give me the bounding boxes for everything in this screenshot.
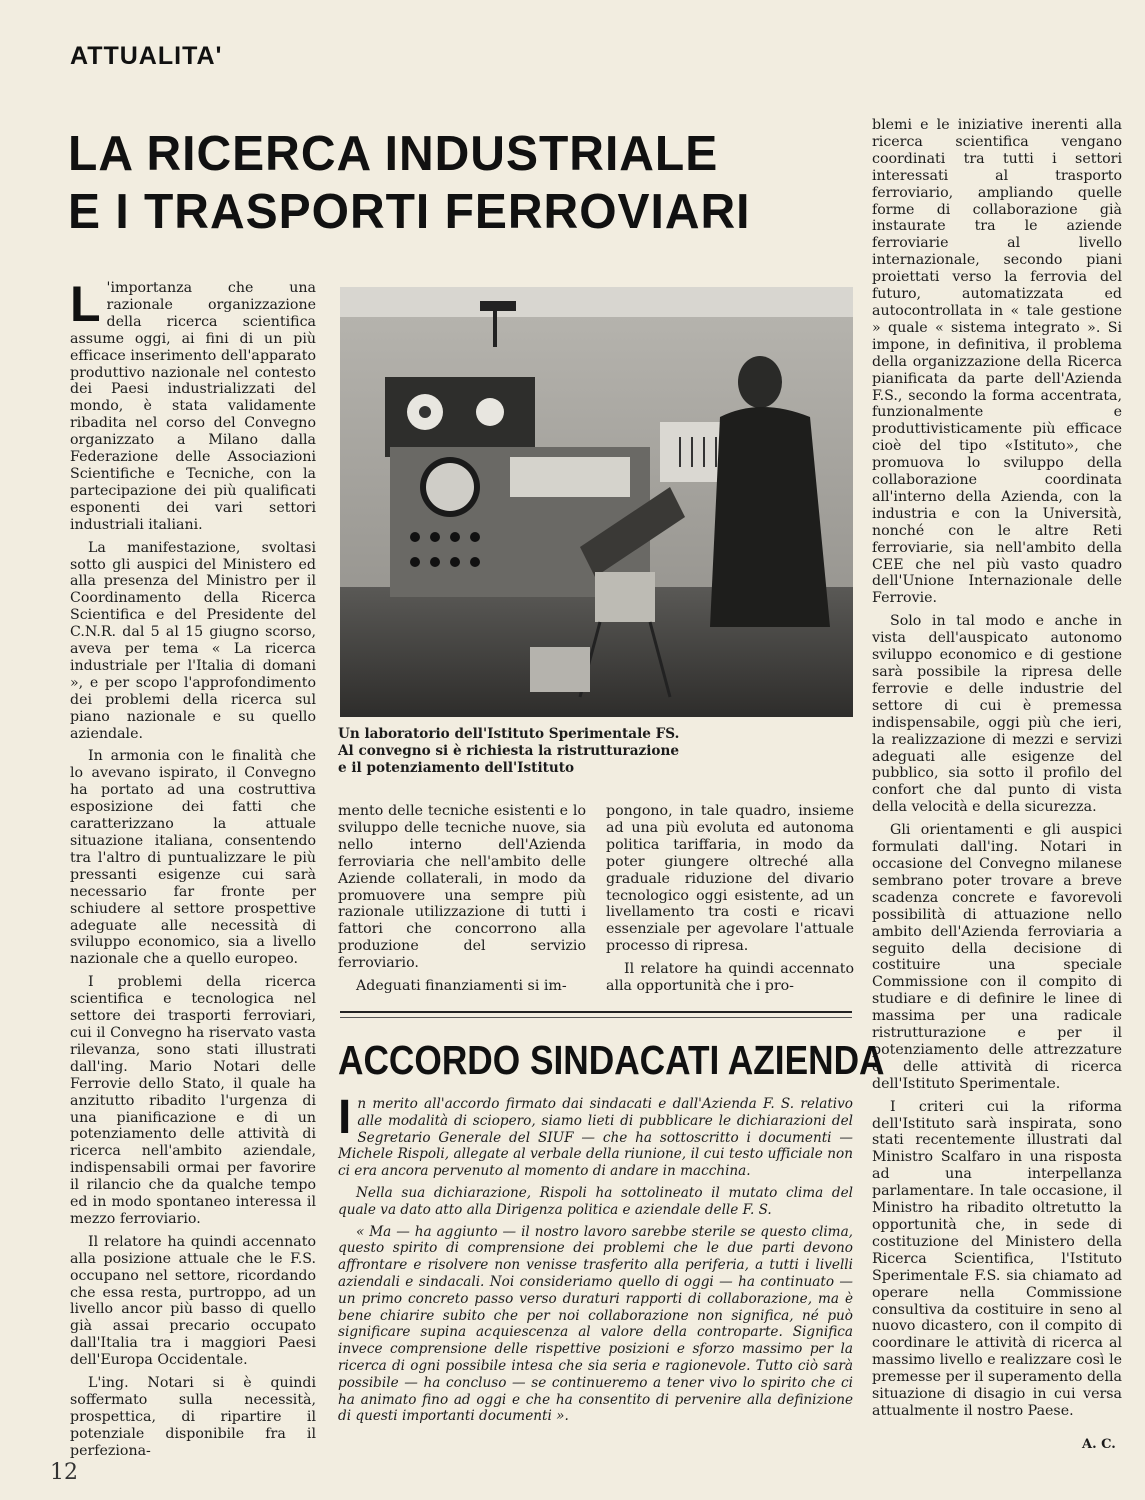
article-paragraph: pongono, in tale quadro, insieme ad una più evoluta ed autonoma politica tariffaria, in modo da poter giungere oltreché alla graduale riduzione del divario tecnologico oggi esistente, ad un livellamento tra costi e ricavi essenziale per agevolare l'attuale processo di ripresa.: [606, 803, 854, 955]
headline-line-2: E I TRASPORTI FERROVIARI: [68, 185, 751, 239]
article-paragraph: I problemi della ricerca scientifica e tecnologica nel settore dei trasporti ferroviari, cui il Convegno ha riservato vasta rilevanza, sono stati illustrati dall'ing. Mario Notari delle Ferrovie dello Stato, il quale ha anzitutto ribadito l'urgenza di una pianificazione e di un potenziamento delle attività di ricerca nell'ambito aziendale, indispensabili ormai per favorire il rilancio che da qualche tempo ed in modo spontaneo interessa il mezzo ferroviario.: [70, 974, 316, 1227]
box-rule: [340, 1011, 852, 1013]
caption-line-1: Un laboratorio dell'Istituto Sperimentale FS.: [338, 726, 680, 742]
caption-line-3: e il potenziamento dell'Istituto: [338, 759, 575, 776]
box-headline: ACCORDO SINDACATI AZIENDA: [338, 1037, 885, 1083]
article-paragraph: I criteri cui la riforma dell'Istituto sarà inspirata, sono stati recentemente illustrati dal Ministro Scalfaro in una risposta ad una interpellanza parlamentare. In tale occasione, il Ministro ha ribadito oltretutto la opportunità che, in sede di costituzione del Ministero della Ricerca Scientifica, l'Istituto Sperimentale F.S. sia chiamato ad operare nella Commissione consultiva da costituire in seno al nuovo dicastero, con il compito di coordinare le attività di ricerca al massimo livello e realizzare così le premesse per il superamento della situazione di disagio in cui versa attualmente il nostro Paese.: [872, 1098, 1122, 1419]
article-paragraph: L 'importanza che una razionale organizzazione della ricerca scientifica assume oggi, ai fini di un più efficace inserimento dell'apparato produttivo nazionale nel contesto dei Paesi industrializzati del mondo, è stata validamente ribadita nel corso del Convegno organizzato a Milano dalla Federazione delle Associazioni Scientifiche e Tecniche, con la partecipazione dei più qualificati esponenti dei vari settori industriali italiani.: [70, 276, 316, 533]
article-paragraph: Solo in tal modo e anche in vista dell'auspicato autonomo sviluppo economico e di gestione sarà possibile la ripresa delle ferrovie e delle industrie del settore di cui è premessa indispensabile, oggi più che ieri, la realizzazione di mezzi e servizi adeguati alle esigenze del pubblico, sia sotto il profilo del confort che dal punto di vista della velocità e della sicurezza.: [872, 613, 1122, 816]
box-text: [338, 1091, 853, 1430]
article-column-2: [338, 803, 586, 1001]
article-paragraph: Adeguati finanziamenti si im-: [356, 978, 567, 995]
photo-caption: [338, 726, 708, 776]
article-paragraph: L'ing. Notari si è quindi soffermato sulla necessità, prospettica, di ripartire il potenziale disponibile fra il perfeziona-: [70, 1375, 316, 1459]
box-drop-cap: I: [338, 1091, 352, 1144]
box-rule-thin: [340, 1017, 852, 1018]
laboratory-photo: [340, 287, 853, 717]
headline-line-1: LA RICERCA INDUSTRIALE: [68, 127, 719, 181]
laboratory-photo-illustration: [340, 287, 853, 717]
page-number: 12: [50, 1460, 78, 1485]
article-paragraph: blemi e le iniziative inerenti alla ricerca scientifica vengano coordinati tra tutti i settori interessati al trasporto ferroviario, ampliando quelle forme di collaborazione già instaurate tra le aziende ferroviarie al livello internazionale, secondo piani proiettati verso la ferrovia del futuro, automatizzata ed autocontrollata in « tale gestione » quale « sistema integrato ». Si impone, in definitiva, il problema della organizzazione della Ricerca pianificata da parte dell'Azienda F.S., secondo la forma accentrata, funzionalmente e produttivisticamente più efficace cioè del tipo «Istituto», che promuova lo sviluppo della collaborazione coordinata all'interno della Azienda, con la industria e con la Università, nonché con le altre Reti ferroviarie, sia nell'ambito della CEE che nel più vasto quadro dell'Unione Internazionale delle Ferrovie.: [872, 117, 1122, 607]
article-paragraph: Gli orientamenti e gli auspici formulati dall'ing. Notari in occasione del Convegno milanese sembrano poter trovare a breve scadenza concrete e favorevoli possibilità di attuazione nello ambito dell'Azienda ferroviaria a seguito della decisione di costituire una speciale Commissione con il compito di studiare e di definire le linee di massima per una radicale ristrutturazione e per il potenziamento delle attrezzature e delle attività di ricerca dell'Istituto Sperimentale.: [872, 822, 1122, 1092]
box-paragraph: Nella sua dichiarazione, Rispoli ha sottolineato il mutato clima del quale va dato atto alla Dirigenza politica e aziendale delle F. S.: [338, 1184, 853, 1218]
section-label: ATTUALITA': [70, 42, 223, 70]
article-paragraph: La manifestazione, svoltasi sotto gli auspici del Ministero ed alla presenza del Ministro per il Coordinamento della Ricerca Scientifica e del Presidente del C.N.R. dal 5 al 15 giugno scorso, aveva per tema « La ricerca industriale per l'Italia di domani », e per scopo l'approfondimento dei problemi della ricerca sul piano nazionale e su quello aziendale.: [70, 539, 316, 742]
box-paragraph: In merito all'accordo firmato dai sindacati e dall'Azienda F. S. relativo alle modalità di sciopero, siamo lieti di pubblicare le dichiarazioni del Segretario Generale del SIUF — che ha sottoscritto i documenti — Michele Rispoli, allegate al verbale della riunione, il cui testo ufficiale non ci era ancora pervenuto al momento di andare in macchina.: [338, 1091, 853, 1180]
article-headline: [68, 125, 823, 241]
article-paragraph: mento delle tecniche esistenti e lo sviluppo delle tecniche nuove, sia nello interno dell'Azienda ferroviaria che nell'ambito delle Aziende collaterali, in modo da promuovere una sempre più razionale utilizzazione di tutti i fattori che concorrono alla produzione del servizio ferroviario.: [338, 803, 586, 972]
article-paragraph: Il relatore ha quindi accennato alla posizione attuale che le F.S. occupano nel settore, ricordando che essa resta, purtroppo, ad un livello ancor più basso di quello già assai precario occupato dall'Italia tra i maggiori Paesi dell'Europa Occidentale.: [70, 1233, 316, 1369]
article-column-3: [606, 803, 854, 1001]
article-paragraph: Il relatore ha quindi accennato alla opportunità che i pro-: [606, 961, 854, 995]
drop-cap: L: [70, 276, 101, 332]
article-column-1: [70, 276, 316, 1466]
author-initials: A. C.: [1082, 1437, 1116, 1452]
article-paragraph: In armonia con le finalità che lo avevano ispirato, il Convegno ha portato ad una costruttiva esposizione dei fatti che caratterizzano la attuale situazione italiana, consentendo tra l'altro di puntualizzare le più pressanti esigenze cui sarà necessario far fronte per schiudere al settore prospettive adeguate alle necessità di sviluppo economico, sia a livello nazionale che a quello europeo.: [70, 748, 316, 968]
box-paragraph: « Ma — ha aggiunto — il nostro lavoro sarebbe sterile se questo clima, questo spirito di comprensione dei problemi che le due parti devono affrontare e risolvere non venisse trasferito alla periferia, a tutti i livelli aziendali e sindacali. Noi consideriamo quello di oggi — ha continuato — un primo concreto passo verso duraturi rapporti di collaborazione, ma è bene chiarire subito che per noi collaborazione non significa, né può significare supina acquiescenza al valore della controparte. Significa invece comprensione delle rispettive posizioni e sforzo massimo per la ricerca di ogni possibile intesa che sia seria e ragionevole. Tutto ciò sarà possibile — ha concluso — se continueremo a tener vivo lo spirito che ci ha animato fino ad oggi e che ha consentito di pervenire alla definizione di questi importanti documenti ».: [338, 1223, 853, 1425]
caption-line-2: Al convegno si è richiesta la ristrutturazione: [338, 742, 680, 759]
article-column-4: [872, 117, 1122, 1426]
